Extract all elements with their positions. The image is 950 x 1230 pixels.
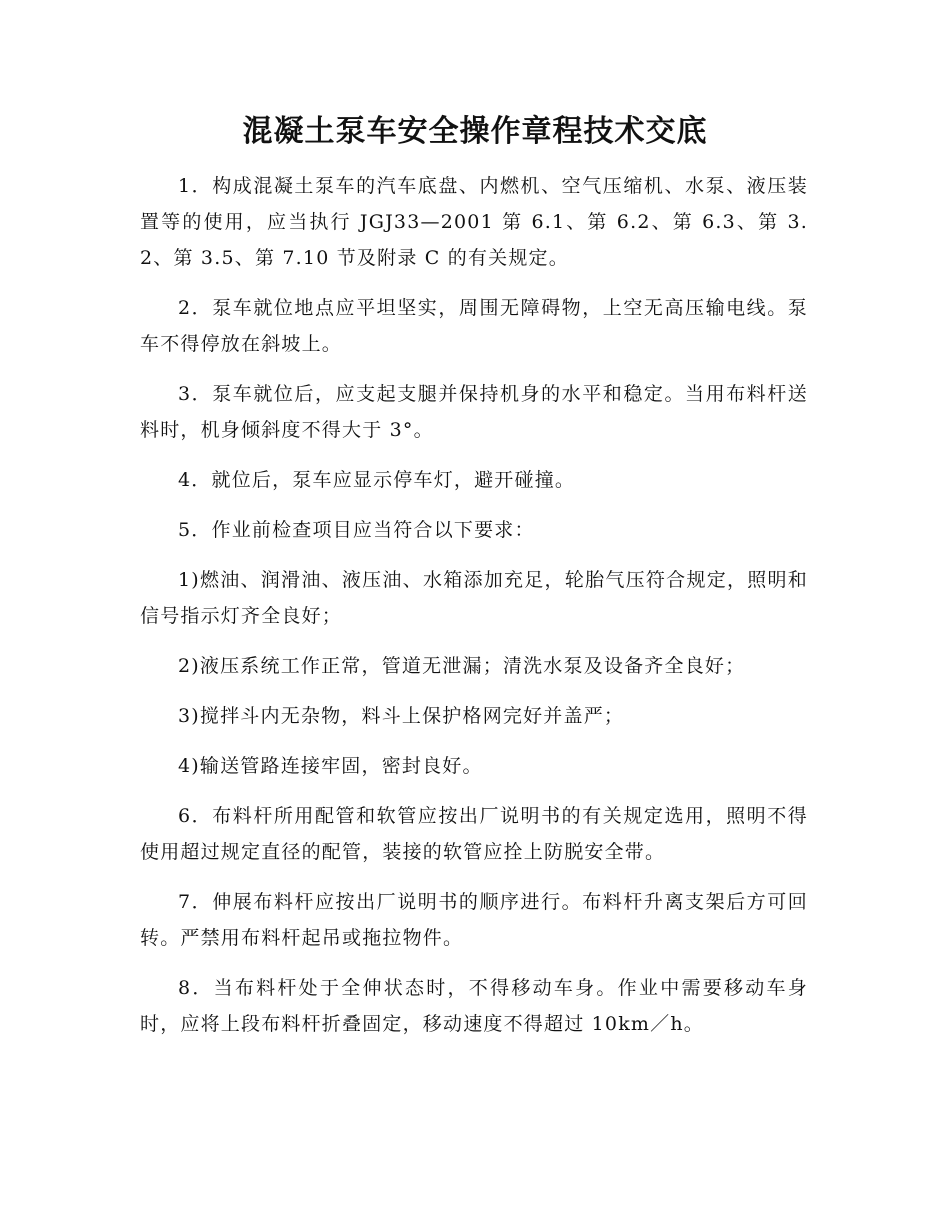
paragraph-3: 3．泵车就位后，应支起支腿并保持机身的水平和稳定。当用布料杆送料时，机身倾斜度不得大于 3°。 [140, 383, 808, 441]
sub-item-2: 2)液压系统工作正常，管道无泄漏；清洗水泵及设备齐全良好； [178, 655, 746, 677]
paragraph-4: 4．就位后，泵车应显示停车灯，避开碰撞。 [178, 469, 576, 491]
sub-item-1: 1)燃油、润滑油、液压油、水箱添加充足，轮胎气压符合规定，照明和信号指示灯齐全良好； [140, 569, 808, 627]
document-title: 混凝土泵车安全操作章程技术交底 [242, 114, 708, 149]
paragraph-7: 7．伸展布料杆应按出厂说明书的顺序进行。布料杆升离支架后方可回转。严禁用布料杆起吊或拖拉物件。 [140, 891, 808, 949]
paragraph-2: 2．泵车就位地点应平坦坚实，周围无障碍物，上空无高压输电线。泵车不得停放在斜坡上。 [140, 297, 808, 355]
paragraph-8: 8．当布料杆处于全伸状态时，不得移动车身。作业中需要移动车身时，应将上段布料杆折叠固定，移动速度不得超过 10km／h。 [140, 977, 808, 1035]
document-body [140, 168, 808, 1056]
sub-item-3: 3)搅拌斗内无杂物，料斗上保护格网完好并盖严； [178, 705, 625, 727]
paragraph-5: 5．作业前检查项目应当符合以下要求： [178, 519, 535, 541]
paragraph-1: 1．构成混凝土泵车的汽车底盘、内燃机、空气压缩机、水泵、液压装置等的使用，应当执行 JGJ33—2001 第 6.1、第 6.2、第 6.3、第 3.2、第 3.5、第 7.10 节及附录 C 的有关规定。 [140, 175, 808, 269]
sub-item-4: 4)输送管路连接牢固，密封良好。 [178, 755, 483, 777]
paragraph-6: 6．布料杆所用配管和软管应按出厂说明书的有关规定选用，照明不得使用超过规定直径的配管，装接的软管应拴上防脱安全带。 [140, 805, 808, 863]
